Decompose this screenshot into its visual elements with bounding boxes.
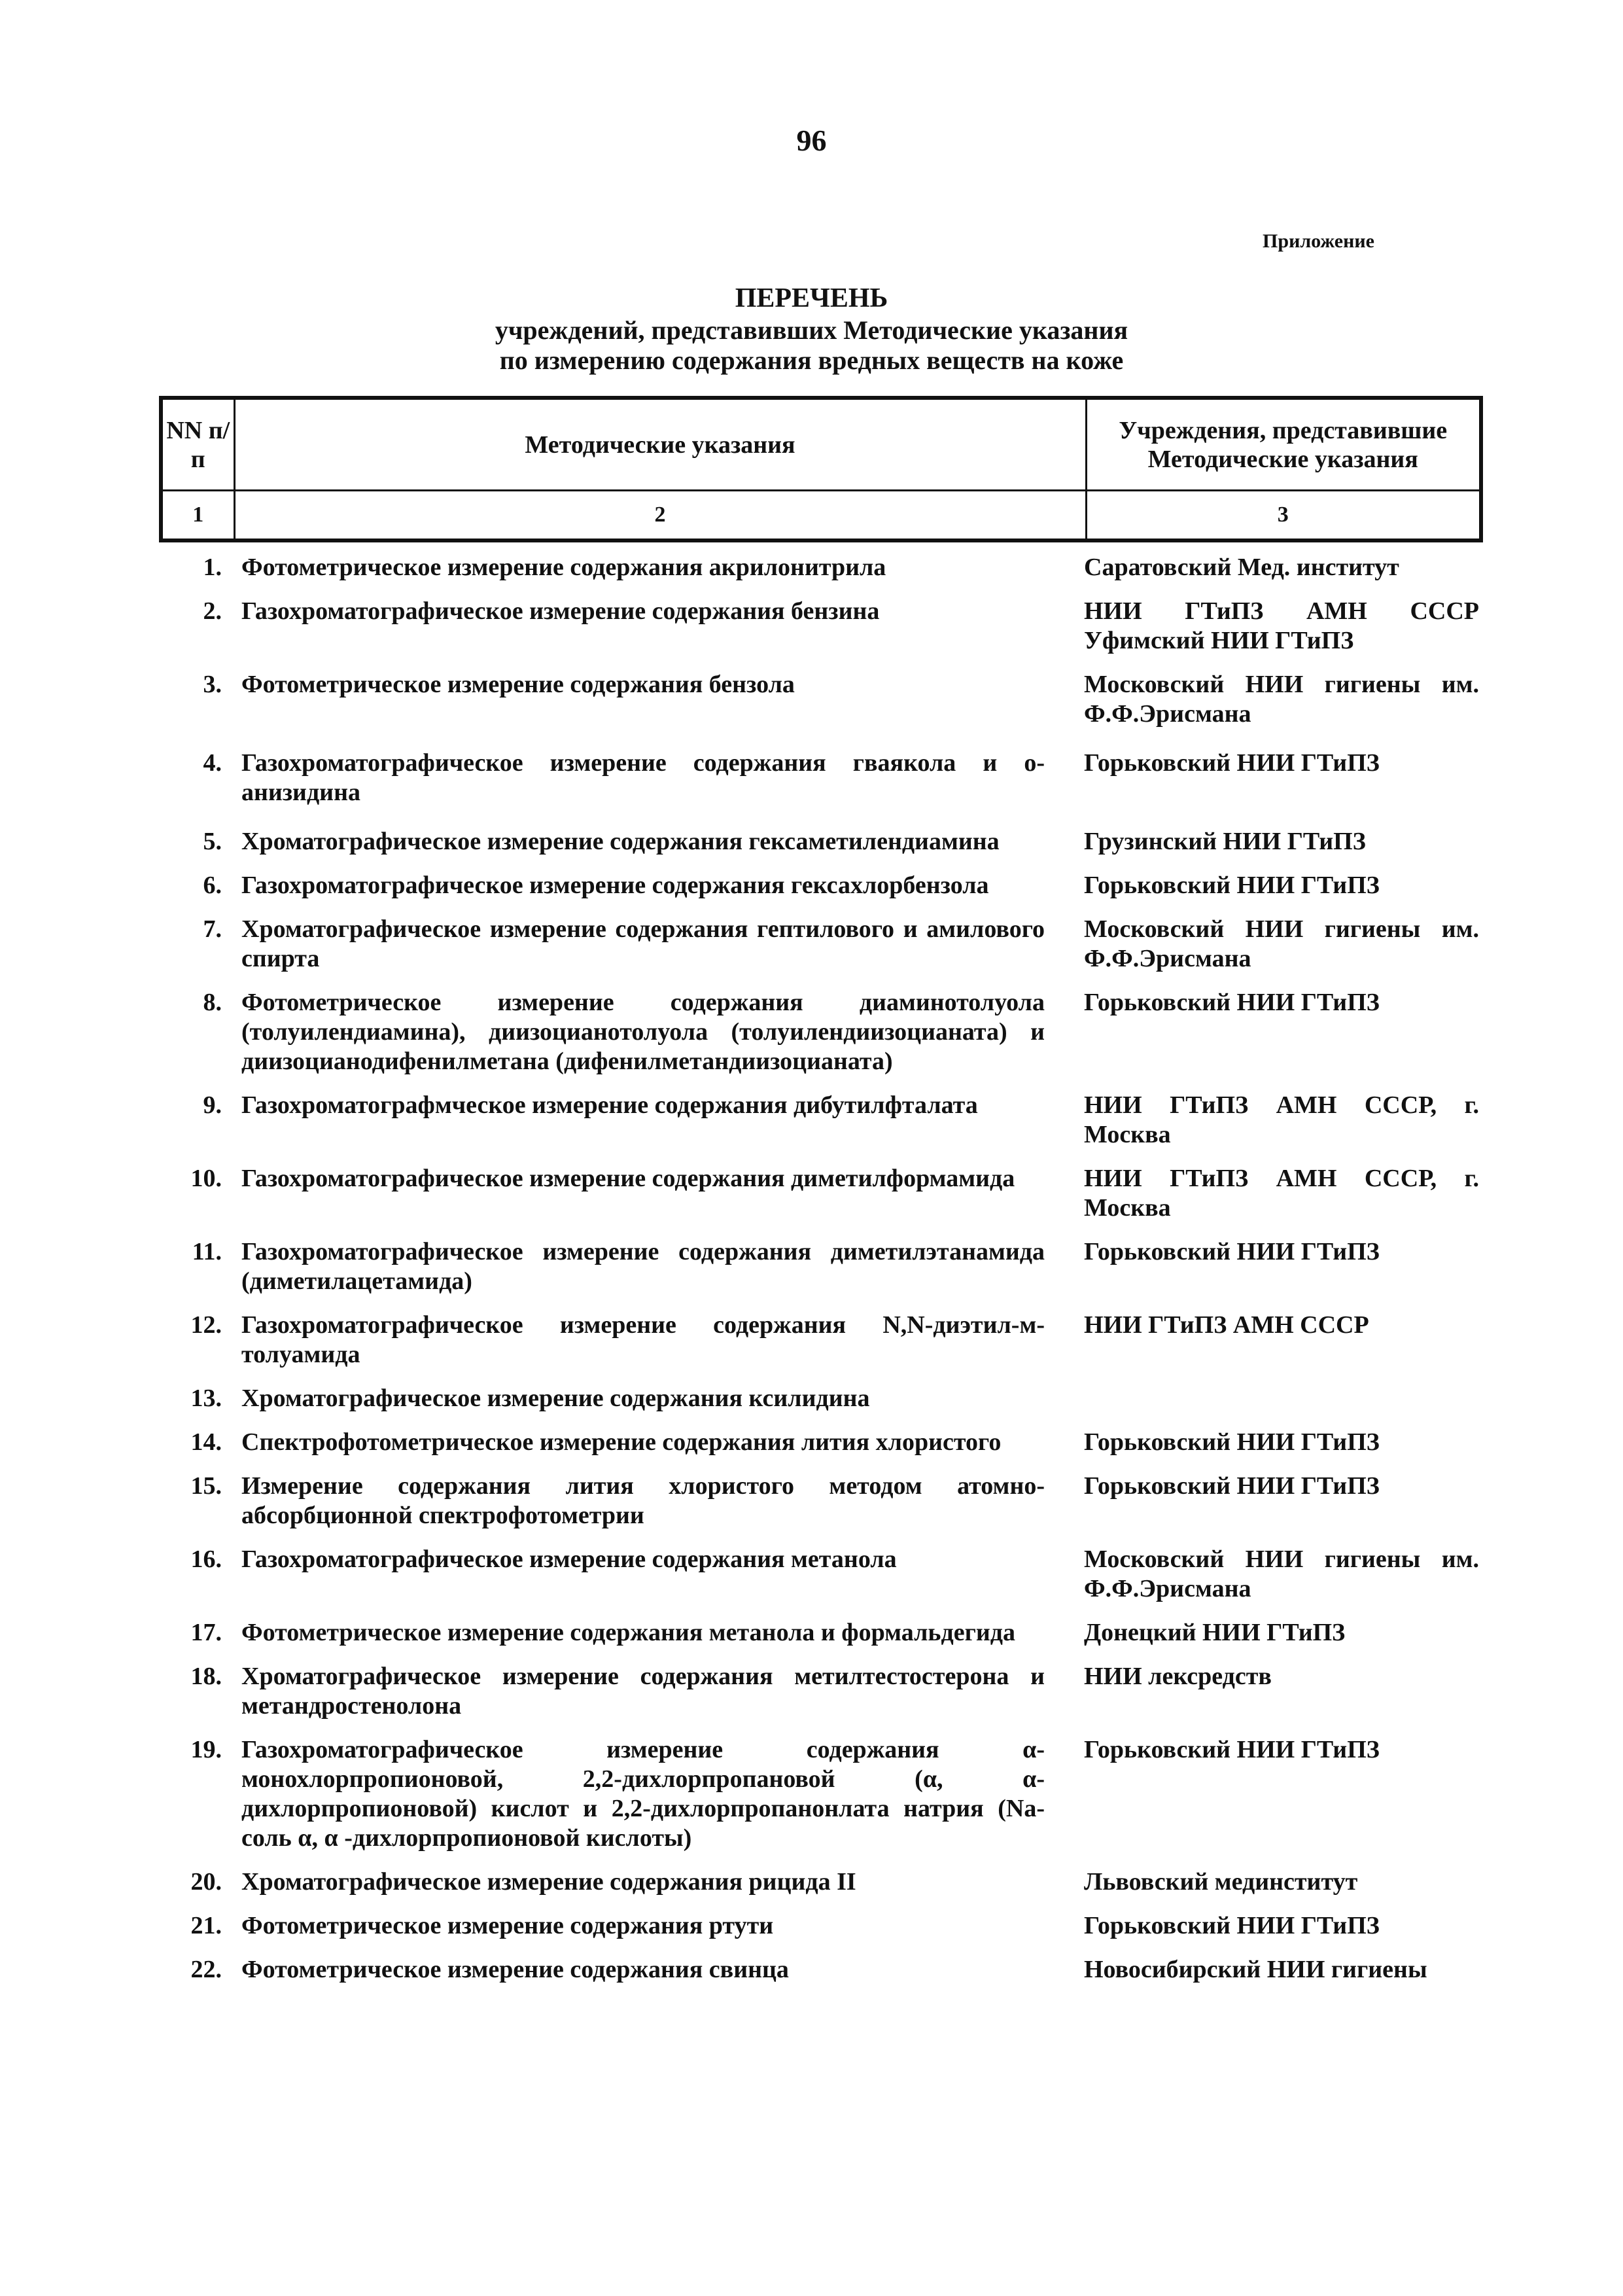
row-method: Газохроматографическое измерение содержания бензина (241, 597, 880, 625)
table-row (159, 1618, 1479, 1648)
row-institution: Московский НИИ гигиены им. Ф.Ф.Эрисмана (1084, 1545, 1479, 1602)
table-header (159, 396, 1483, 542)
row-institution: Горьковский НИИ ГТиПЗ (1084, 1912, 1380, 1939)
appendix-label: Приложение (1263, 230, 1374, 252)
table-row (159, 749, 1479, 807)
table-row (159, 670, 1479, 729)
row-institution (1064, 1384, 1479, 1413)
page-number: 96 (796, 124, 827, 157)
row-institution: Горьковский НИИ ГТиПЗ (1084, 1736, 1380, 1763)
row-institution: Донецкий НИИ ГТиПЗ (1084, 1619, 1346, 1646)
row-number: 20. (190, 1868, 222, 1896)
row-method: Фотометрическое измерение содержания метанола и формальдегида (241, 1619, 1015, 1646)
table-row (159, 1472, 1479, 1530)
row-method: Газохроматографическое измерение содержания метанола (241, 1545, 897, 1573)
table-row (159, 1237, 1479, 1296)
header-col-index-2: 2 (234, 491, 1086, 541)
header-col-index-3: 3 (1086, 491, 1481, 541)
row-method: Измерение содержания лития хлористого методом атомно-абсорбционной спектрофотометрии (241, 1472, 1045, 1529)
table-row (159, 1662, 1479, 1721)
row-institution: Горьковский НИИ ГТиПЗ (1084, 989, 1380, 1016)
row-method: Газохроматографмческое измерение содержания дибутилфталата (241, 1091, 978, 1119)
row-number: 16. (190, 1545, 222, 1573)
table-row (159, 1428, 1479, 1457)
row-method: Газохроматографическое измерение содержания гексахлорбензола (241, 872, 989, 899)
row-institution: Горьковский НИИ ГТиПЗ (1084, 872, 1380, 899)
table-row (159, 553, 1479, 582)
row-institution: Грузинский НИИ ГТиПЗ (1084, 828, 1366, 855)
row-method: Спектрофотометрическое измерение содержания лития хлористого (241, 1428, 1002, 1456)
row-method: Газохроматографическое измерение содержания гваякола и о-анизидина (241, 749, 1045, 806)
table-body (159, 553, 1479, 1999)
row-method: Фотометрическое измерение содержания акрилонитрила (241, 554, 886, 581)
row-institution: Новосибирский НИИ гигиены (1084, 1956, 1427, 1983)
row-institution: НИИ ГТиПЗ АМН СССР (1084, 1311, 1369, 1339)
row-institution: НИИ ГТиПЗ АМН СССР, г. Москва (1084, 1165, 1479, 1222)
table-row (159, 1164, 1479, 1223)
row-institution: Горьковский НИИ ГТиПЗ (1084, 1428, 1380, 1456)
row-institution: НИИ ГТиПЗ АМН СССР, г. Москва (1084, 1091, 1479, 1148)
row-institution: Львовский мединститут (1084, 1868, 1358, 1896)
row-number: 15. (190, 1472, 222, 1500)
header-col-index-1: 1 (161, 491, 234, 541)
row-method: Хроматографическое измерение содержания метилтестостерона и метандростенолона (241, 1663, 1045, 1720)
row-number: 4. (203, 749, 222, 777)
title-block (0, 281, 1623, 376)
table-row (159, 827, 1479, 857)
row-institution: Саратовский Мед. институт (1084, 554, 1399, 581)
row-institution: Горьковский НИИ ГТиПЗ (1084, 1238, 1380, 1265)
title-heading: ПЕРЕЧЕНЬ (735, 283, 888, 313)
row-number: 9. (203, 1091, 222, 1119)
row-number: 17. (190, 1619, 222, 1646)
row-institution: НИИ ГТиПЗ АМН СССР Уфимский НИИ ГТиПЗ (1084, 597, 1479, 654)
row-institution: Горьковский НИИ ГТиПЗ (1084, 749, 1380, 777)
row-method: Хроматографическое измерение содержания гептилового и амилового спирта (241, 915, 1045, 972)
row-method: Фотометрическое измерение содержания свинца (241, 1956, 789, 1983)
row-method: Фотометрическое измерение содержания бензола (241, 671, 795, 698)
table-row (159, 1384, 1479, 1413)
row-institution: НИИ лексредств (1084, 1663, 1272, 1690)
table-row (159, 1911, 1479, 1941)
row-number: 6. (203, 872, 222, 899)
table-row (159, 871, 1479, 900)
row-method: Газохроматографическое измерение содержания N,N-диэтил-м-толуамида (241, 1311, 1045, 1368)
row-method: Хроматографическое измерение содержания гексаметилендиамина (241, 828, 1000, 855)
row-number: 5. (203, 828, 222, 855)
row-institution: Горьковский НИИ ГТиПЗ (1084, 1472, 1380, 1500)
table-row (159, 1955, 1479, 1985)
table-row (159, 1091, 1479, 1150)
row-number: 22. (190, 1956, 222, 1983)
row-number: 13. (190, 1385, 222, 1412)
table-row (159, 915, 1479, 974)
row-number: 11. (192, 1238, 222, 1265)
row-number: 12. (190, 1311, 222, 1339)
title-subline-1: учреждений, представивших Методические указания (495, 315, 1128, 345)
row-method: Газохроматографическое измерение содержания диметилформамида (241, 1165, 1015, 1192)
row-institution: Московский НИИ гигиены им. Ф.Ф.Эрисмана (1084, 671, 1479, 728)
row-method: Газохроматографическое измерение содержания диметилэтанамида (диметилацетамида) (241, 1238, 1045, 1295)
row-method: Хроматографическое измерение содержания рицида II (241, 1868, 856, 1896)
table-row (159, 988, 1479, 1076)
row-number: 18. (190, 1663, 222, 1690)
table-row (159, 597, 1479, 656)
header-method: Методические указания (234, 398, 1086, 491)
row-method: Фотометрическое измерение содержания диаминотолуола (толуилендиамина), диизоцианотолуола (толуилендиизоцианата) и диизоцианодифенилметана (дифенилметандиизоцианата) (241, 989, 1045, 1075)
row-number: 14. (190, 1428, 222, 1456)
table-row (159, 1311, 1479, 1369)
row-number: 3. (203, 671, 222, 698)
row-method: Хроматографическое измерение содержания ксилидина (241, 1385, 870, 1412)
header-institution: Учреждения, представившие Методические указания (1086, 398, 1481, 491)
table-row (159, 1867, 1479, 1897)
row-number: 7. (203, 915, 222, 943)
row-number: 19. (190, 1736, 222, 1763)
table-row (159, 1545, 1479, 1604)
row-method: Газохроматографическое измерение содержания α-монохлорпропионовой, 2,2-дихлорпропановой (α, α-дихлорпропионовой) кислот и 2,2-дихлорпропанонлата натрия (Na-соль α, α -дихлорпропионовой кислоты) (241, 1736, 1045, 1852)
row-institution: Московский НИИ гигиены им. Ф.Ф.Эрисмана (1084, 915, 1479, 972)
row-method: Фотометрическое измерение содержания ртути (241, 1912, 774, 1939)
header-number: NN п/п (161, 398, 234, 491)
row-number: 8. (203, 989, 222, 1016)
row-number: 10. (190, 1165, 222, 1192)
row-number: 1. (203, 554, 222, 581)
table-row (159, 1735, 1479, 1853)
row-number: 2. (203, 597, 222, 625)
row-number: 21. (190, 1912, 222, 1939)
title-subline-2: по измерению содержания вредных веществ на коже (499, 345, 1124, 375)
